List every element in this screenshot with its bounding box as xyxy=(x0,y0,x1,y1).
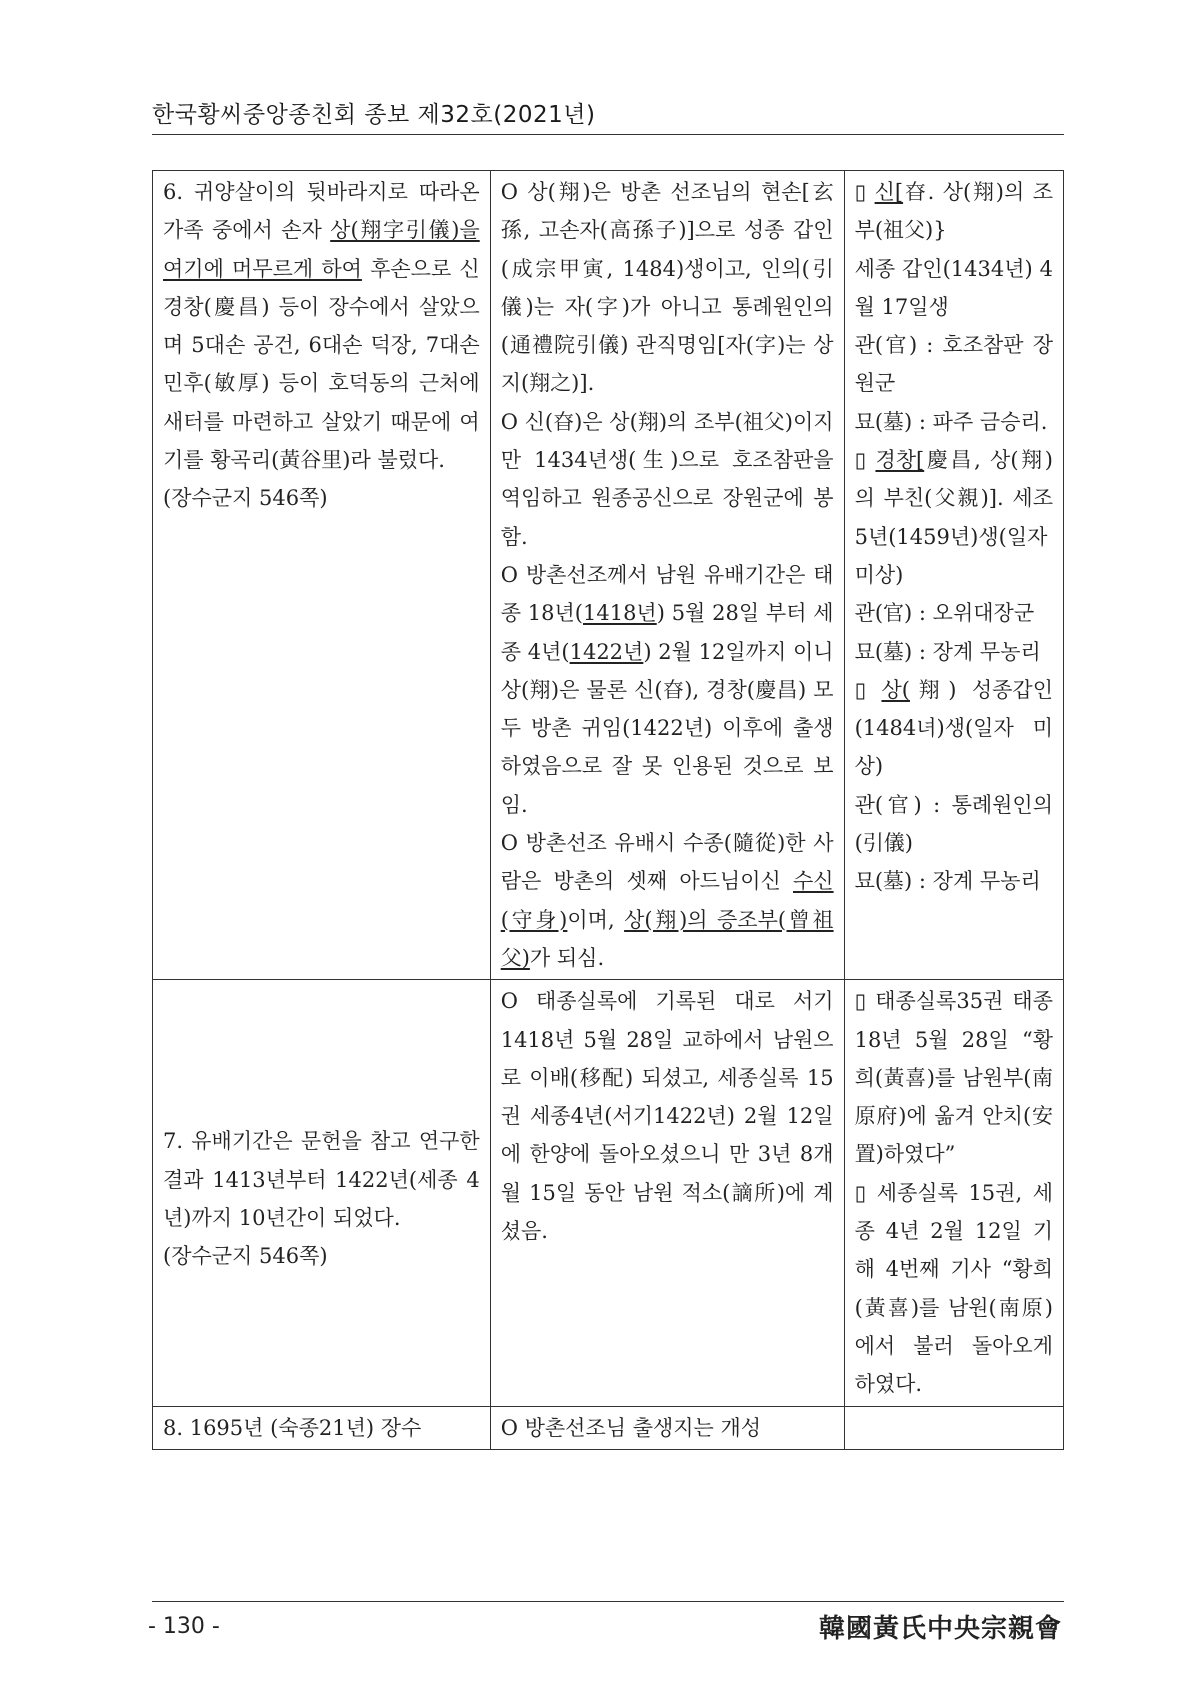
review-cell xyxy=(490,171,844,980)
text-run: 翔) 성종갑인(1484녀)생(일자 미상) xyxy=(854,677,1053,779)
cell-paragraph xyxy=(501,556,834,824)
evidence-cell xyxy=(844,1406,1063,1449)
text-run: 후손으로 신 경창(慶昌) 등이 장수에서 살았으며 5대손 공건, 6대손 덕장, 7대손 민후(敏厚) 등이 호덕동의 근처에 새터를 마련하고 살았기 때문에 여기를 황곡리(黃谷里)라 불렀다. xyxy=(163,256,480,473)
cell-paragraph xyxy=(855,786,1053,863)
content-table xyxy=(152,170,1064,1450)
claim-cell xyxy=(153,980,491,1406)
underlined-text: 1418년 xyxy=(582,601,657,626)
text-run: O 방촌선조께서 남원 유배기간은 태종 18년( xyxy=(500,562,834,626)
text-run: 관(官) : 오위대장군 xyxy=(854,601,1035,626)
underlined-text: 신[ xyxy=(874,180,904,204)
cell-paragraph xyxy=(855,250,1053,327)
text-run: O 신(昚)은 상(翔)의 조부(祖父)이지만 1434년생(生)으로 호조참판을 역임하고 원종공신으로 장원군에 봉함. xyxy=(500,409,834,549)
cell-paragraph xyxy=(855,862,1053,900)
text-run: ▯ xyxy=(854,448,876,473)
table-row xyxy=(153,980,1064,1406)
cell-paragraph xyxy=(855,441,1053,594)
cell-paragraph xyxy=(855,671,1053,786)
text-run: ) 5월 28일 부터 세종 4년( xyxy=(500,601,834,664)
review-cell xyxy=(490,980,844,1406)
text-run: 관(官) : 호조참판 장원군 xyxy=(854,333,1053,396)
organization-logo-text: 韓國黃氏中央宗親會 xyxy=(818,1614,1062,1644)
cell-paragraph xyxy=(163,1409,480,1447)
text-run: (장수군지 546쪽) xyxy=(163,1244,328,1269)
text-run: O 방촌선조 유배시 수종(隨從)한 사람은 방촌의 셋째 아드님이신 xyxy=(500,831,834,894)
text-run: 가 되심. xyxy=(529,945,605,970)
header-divider xyxy=(152,134,1064,135)
cell-paragraph xyxy=(163,173,480,479)
text-run: O 태종실록에 기록된 대로 서기1418년 5월 28일 교하에서 남원으로 이배(移配) 되셨고, 세종실록 15권 세종4년(서기1422년) 2월 12일에 한양에 돌아오셨으니 만 3년 8개월 15일 동안 남원 적소(謫所)에 계셨음. xyxy=(500,989,834,1244)
claim-cell xyxy=(153,171,491,980)
claim-cell xyxy=(153,1406,491,1449)
text-run: ▯ xyxy=(854,180,875,204)
text-run: 慶昌, 상(翔)의 부친(父親)]. 세조 5년(1459년)생(일자미상) xyxy=(854,448,1053,587)
text-run: 관(官) : 통례원인의(引儀) xyxy=(854,792,1053,856)
underlined-text: 상(翔字引儀)을 여기에 머무르게 하여 xyxy=(163,218,480,281)
text-run: 이며, xyxy=(567,907,625,932)
text-run: ) 2월 12일까지 이니 상(翔)은 물론 신(昚), 경창(慶昌) 모두 방촌 귀임(1422년) 이후에 출생하였음으로 잘 못 인용된 것으로 보임. xyxy=(500,639,834,817)
cell-paragraph xyxy=(501,1409,834,1447)
cell-paragraph xyxy=(501,403,834,556)
text-run: ▯ 세종실록 15권, 세종 4년 2월 12일 기해 4번째 기사 “황희(黃喜)를 남원(南原)에서 불러 돌아오게 하였다. xyxy=(854,1180,1053,1397)
underlined-text: 상( xyxy=(881,677,910,702)
text-run: 묘(墓) : 장계 무농리 xyxy=(854,639,1041,664)
text-run: 묘(墓) : 파주 금승리. xyxy=(854,409,1048,434)
footer-divider xyxy=(152,1601,1064,1602)
cell-paragraph xyxy=(163,1237,480,1275)
cell-paragraph xyxy=(855,633,1053,671)
text-run: 묘(墓) : 장계 무농리 xyxy=(854,869,1041,894)
cell-paragraph xyxy=(855,173,1053,250)
page-header-title: 한국황씨중앙종친회 종보 제32호(2021년) xyxy=(152,102,596,128)
evidence-cell xyxy=(844,980,1063,1406)
cell-paragraph xyxy=(501,824,834,977)
cell-paragraph xyxy=(855,594,1053,632)
cell-paragraph xyxy=(501,173,834,403)
cell-paragraph xyxy=(855,1174,1053,1404)
underlined-text: 경창[ xyxy=(875,448,925,473)
text-run: (장수군지 546쪽) xyxy=(163,486,328,511)
cell-paragraph xyxy=(855,403,1053,441)
underlined-text: 상(翔)의 증조부(曾祖父) xyxy=(500,907,834,970)
text-run: O 방촌선조님 출생지는 개성 xyxy=(500,1415,762,1440)
text-run: 세종 갑인(1434년) 4월 17일생 xyxy=(854,256,1053,319)
underlined-text: 1422년 xyxy=(569,639,644,664)
review-cell xyxy=(490,1406,844,1449)
underlined-text: 수신(守身) xyxy=(500,869,834,932)
text-run: ▯ xyxy=(854,677,882,702)
cell-paragraph xyxy=(855,326,1053,403)
evidence-cell xyxy=(844,171,1063,980)
cell-paragraph xyxy=(501,982,834,1250)
page-number: - 130 - xyxy=(148,1614,220,1639)
table-row xyxy=(153,171,1064,980)
text-run: 6. 귀양살이의 뒷바라지로 따라온 가족 중에서 손자 xyxy=(163,180,480,243)
table-row xyxy=(153,1406,1064,1449)
text-run: 昚. 상(翔)의 조부(祖父)} xyxy=(854,180,1053,243)
cell-paragraph xyxy=(163,479,480,517)
text-run: O 상(翔)은 방촌 선조님의 현손[玄孫, 고손자(高孫子)]으로 성종 갑인(成宗甲寅, 1484)생이고, 인의(引儀)는 자(字)가 아니고 통례원인의(通禮院引儀) 관직명임[자(字)는 상지(翔之)]. xyxy=(500,180,834,396)
cell-paragraph xyxy=(163,1122,480,1237)
text-run: 8. 1695년 (숙종21년) 장수 xyxy=(163,1415,422,1440)
text-run: 7. 유배기간은 문헌을 참고 연구한 결과 1413년부터 1422년(세종 4년)까지 10년간이 되었다. xyxy=(163,1129,480,1230)
cell-paragraph xyxy=(855,982,1053,1173)
text-run: ▯ 태종실록35권 태종 18년 5월 28일 “황희(黃喜)를 남원부(南原府)에 옮겨 안치(安置)하였다” xyxy=(854,989,1053,1167)
